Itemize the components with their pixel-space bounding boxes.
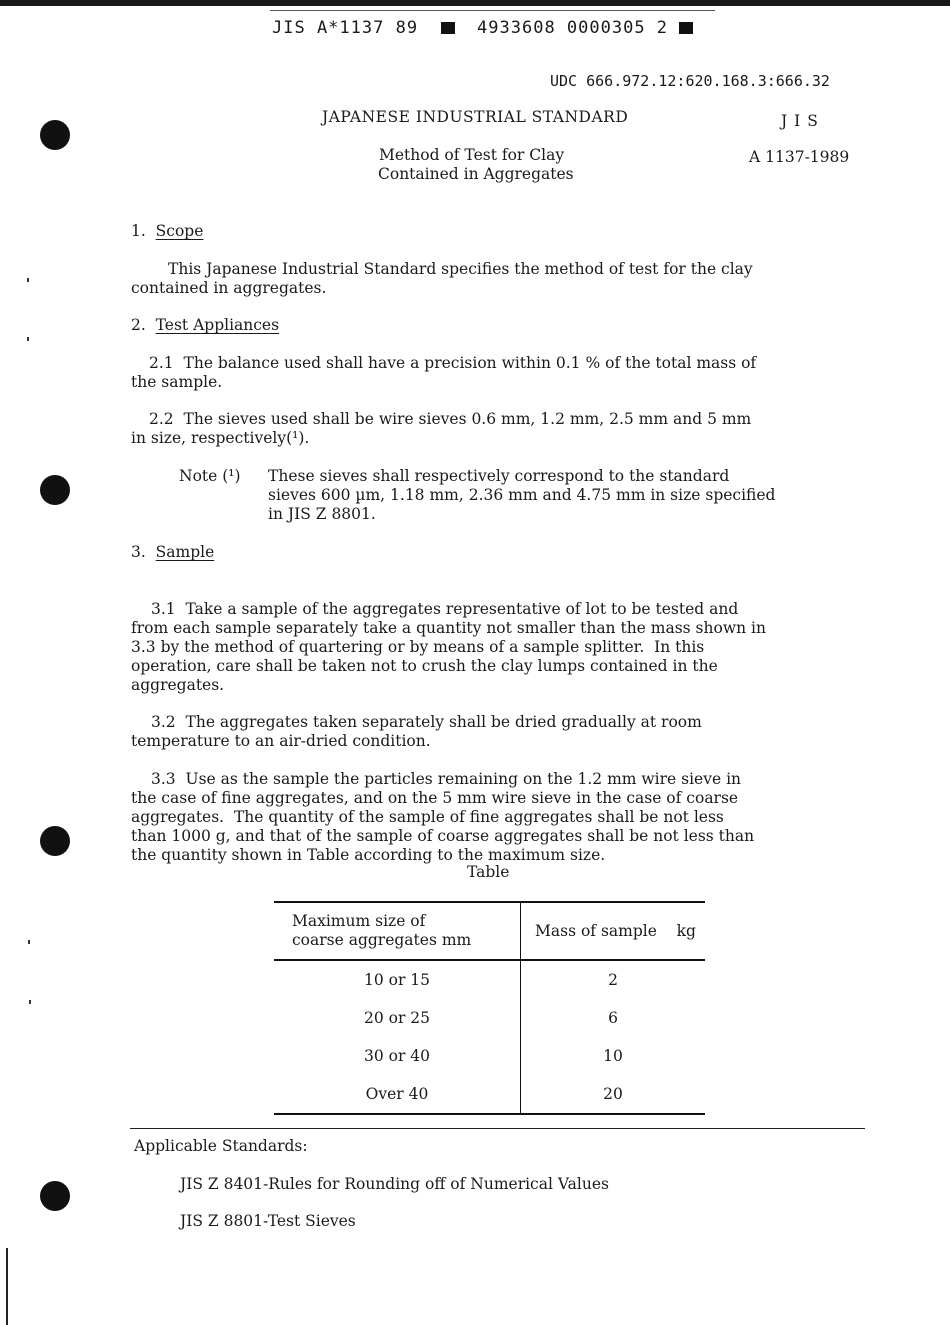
- clause-2-1-line-1: 2.1 The balance used shall have a precision within 0.1 % of the total mass of: [149, 354, 757, 372]
- note-line-1: These sieves shall respectively correspond to the standard: [268, 467, 730, 485]
- text-line: 3.3 Use as the sample the particles remaining on the 1.2 mm wire sieve in: [151, 770, 742, 788]
- clause-2-1-line-2: the sample.: [131, 373, 223, 391]
- text-line: the quantity shown in Table according to the maximum size.: [131, 846, 606, 864]
- text-line: operation, care shall be taken not to crush the clay lumps contained in the: [131, 657, 718, 675]
- scan-speck: [28, 940, 30, 944]
- header-line: coarse aggregates mm: [292, 931, 472, 949]
- catalog-code: JIS A*1137 89: [272, 18, 419, 38]
- clause-2-2-line-2: in size, respectively(¹).: [131, 429, 310, 447]
- applicable-standard-item: JIS Z 8401-Rules for Rounding off of Numerical Values: [180, 1175, 609, 1193]
- section-1-heading: [131, 222, 203, 241]
- section-title: Sample: [155, 543, 215, 561]
- section-3-heading: [131, 543, 214, 562]
- section-2-heading: [131, 316, 279, 335]
- title-line-2: Contained in Aggregates: [378, 165, 574, 183]
- scan-edge-line: [6, 1248, 8, 1325]
- text-line: aggregates.: [131, 676, 225, 694]
- scan-speck: [27, 337, 29, 341]
- header-rule: [270, 10, 715, 11]
- table-caption: Table: [467, 863, 510, 881]
- section-title: Scope: [155, 222, 204, 240]
- note-line-3: in JIS Z 8801.: [268, 505, 376, 523]
- text-line: the case of fine aggregates, and on the 5 mm wire sieve in the case of coarse: [131, 789, 739, 807]
- applicable-standards-rule: [130, 1128, 865, 1129]
- doc-number: A 1137-1989: [749, 148, 850, 166]
- cell-mass: 6: [608, 1008, 618, 1027]
- scope-line-2: contained in aggregates.: [131, 279, 327, 297]
- catalog-serial: 4933608 0000305 2: [477, 18, 669, 38]
- table-row: [274, 960, 705, 999]
- note-line-2: sieves 600 µm, 1.18 mm, 2.36 mm and 4.75 mm in size specified: [268, 486, 776, 504]
- section-number: 1.: [131, 222, 146, 240]
- table-row: [274, 999, 705, 1037]
- table-row: [274, 1037, 705, 1075]
- column-header-max-size: [274, 902, 521, 960]
- cell-mass: 2: [608, 970, 618, 989]
- text-line: 3.2 The aggregates taken separately shall be dried gradually at room: [151, 713, 702, 731]
- text-line: 3.1 Take a sample of the aggregates representative of lot to be tested and: [151, 600, 739, 618]
- applicable-standards-label: Applicable Standards:: [134, 1137, 308, 1155]
- punch-hole-2: [40, 475, 70, 505]
- punch-hole-1: [40, 120, 70, 150]
- text-line: aggregates. The quantity of the sample of fine aggregates shall be not less: [131, 808, 724, 826]
- column-header-mass: Mass of sample kg: [535, 921, 696, 940]
- punch-hole-4: [40, 1181, 70, 1211]
- cell-size: Over 40: [274, 1075, 521, 1114]
- section-number: 2.: [131, 316, 146, 334]
- header-line: Maximum size of: [292, 912, 426, 930]
- cell-mass: 10: [603, 1046, 623, 1065]
- clause-3-3: [131, 751, 754, 884]
- cell-size: 20 or 25: [274, 999, 521, 1037]
- cell-size: 30 or 40: [274, 1037, 521, 1075]
- section-title: Test Appliances: [155, 316, 280, 334]
- catalog-code-line: [272, 18, 693, 38]
- standard-label: JAPANESE INDUSTRIAL STANDARD: [322, 108, 629, 126]
- sample-mass-table: [274, 901, 705, 1115]
- scan-speck: [27, 278, 29, 282]
- table-row: [274, 1075, 705, 1114]
- top-border-rule: [0, 0, 950, 6]
- note-label: Note (¹): [179, 467, 241, 485]
- black-block-mark: [679, 22, 693, 34]
- scan-speck: [29, 1000, 31, 1004]
- punch-hole-3: [40, 826, 70, 856]
- clause-2-2-line-1: 2.2 The sieves used shall be wire sieves 0.6 mm, 1.2 mm, 2.5 mm and 5 mm: [149, 410, 752, 428]
- cell-size: 10 or 15: [274, 960, 521, 999]
- cell-mass: 20: [603, 1084, 623, 1103]
- udc-classification: UDC 666.972.12:620.168.3:666.32: [550, 72, 830, 90]
- text-line: than 1000 g, and that of the sample of coarse aggregates shall be not less than: [131, 827, 755, 845]
- table-header-row: [274, 902, 705, 960]
- title-line-1: Method of Test for Clay: [379, 146, 565, 164]
- black-block-mark: [441, 22, 455, 34]
- text-line: from each sample separately take a quantity not smaller than the mass shown in: [131, 619, 766, 637]
- scope-line-1: This Japanese Industrial Standard specifies the method of test for the clay: [168, 260, 753, 278]
- jis-mark: J I S: [781, 112, 819, 130]
- text-line: 3.3 by the method of quartering or by means of a sample splitter. In this: [131, 638, 705, 656]
- text-line: temperature to an air-dried condition.: [131, 732, 431, 750]
- applicable-standard-item: JIS Z 8801-Test Sieves: [180, 1212, 356, 1230]
- section-number: 3.: [131, 543, 146, 561]
